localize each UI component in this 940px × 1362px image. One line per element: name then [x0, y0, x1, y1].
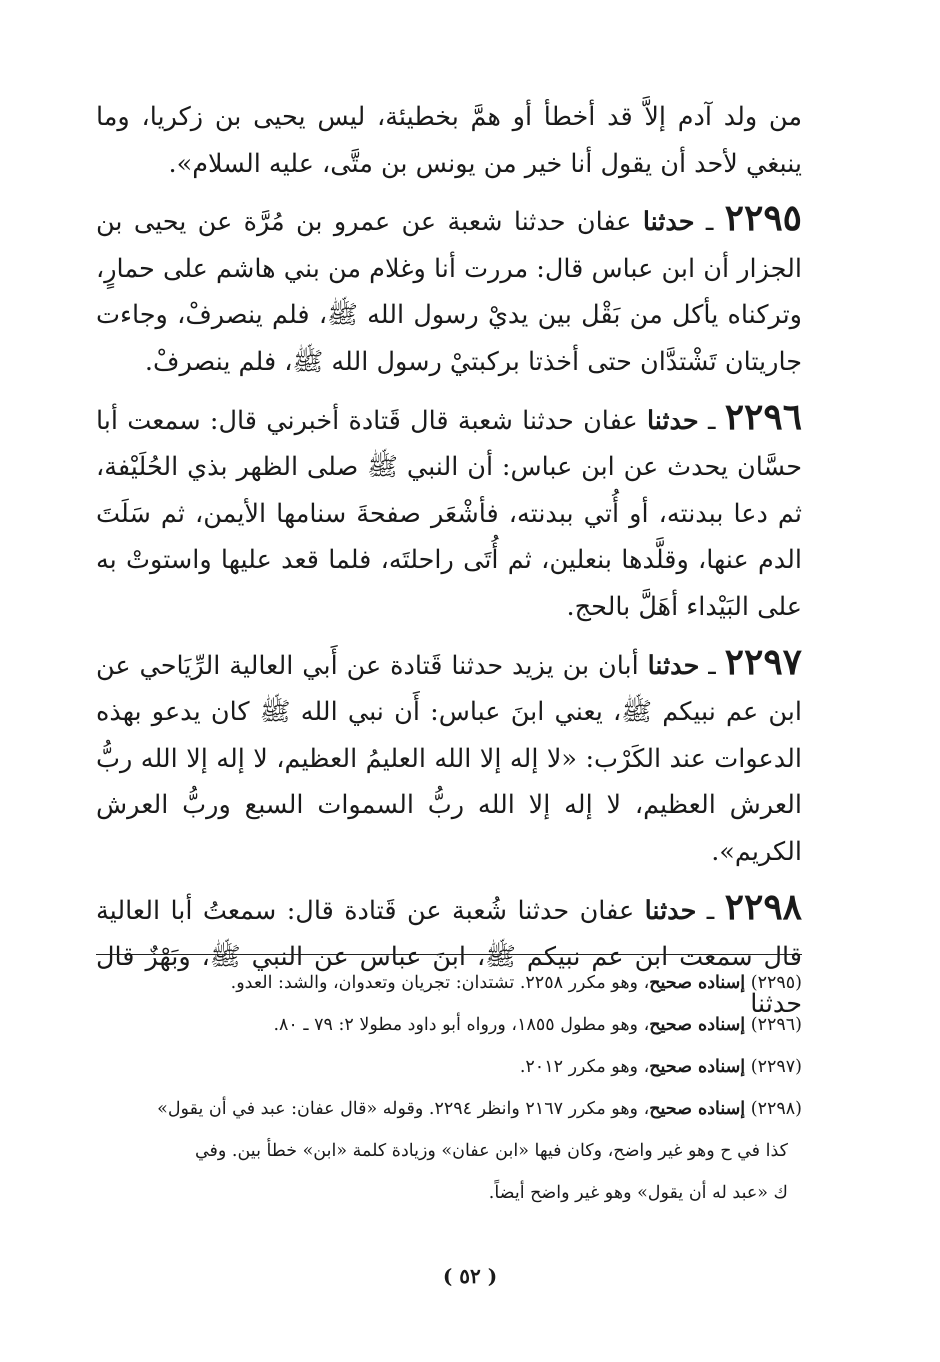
hadith-keyword: حدثنا	[646, 405, 699, 436]
footnote-text: ، وهو مكرر ٢٠١٢.	[519, 1057, 650, 1077]
footnote-2298	[96, 1088, 802, 1130]
footnotes	[96, 962, 802, 1214]
footnote-text: ، وهو مكرر ٢٢٥٨. تشتدان: تجريان وتعدوان، والشد: العدو.	[230, 973, 650, 993]
hadith-dash: ـ	[707, 405, 716, 436]
footnote-ref: (٢٢٩٨)	[750, 1099, 802, 1119]
footnote-label: إسناده صحيح	[649, 1099, 746, 1119]
hadith-keyword: حدثنا	[642, 207, 695, 238]
main-text	[96, 94, 802, 1039]
footnote-label: إسناده صحيح	[649, 973, 746, 993]
footnote-2295	[96, 962, 802, 1004]
hadith-keyword: حدثنا	[644, 895, 697, 926]
hadith-2296	[96, 395, 803, 631]
footnote-continuation: ك «عبد له أن يقول» وهو غير واضح أيضاً.	[488, 1183, 788, 1203]
hadith-2295	[96, 199, 802, 385]
footnote-label: إسناده صحيح	[649, 1015, 746, 1035]
intro-paragraph: من ولد آدم إلاَّ قد أخطأ أو همَّ بخطيئة، ليس يحيى بن زكريا، وما ينبغي لأحد أن يقول أنا خير من يونس بن متَّى، عليه السلام».	[96, 102, 802, 179]
footnote-separator	[96, 954, 802, 955]
hadith-dash: ـ	[708, 650, 716, 681]
footnote-2297	[96, 1046, 802, 1088]
hadith-dash: ـ	[705, 207, 714, 238]
hadith-text: عفان حدثنا شعبة قال قَتادة أخبرني قال: سمعت أبا حسَّان يحدث عن ابن عباس: أن النبي ﷺ صلى الظهر بذي الحُلَيْفة، ثم دعا ببدنته، أو أُتي ببدنته، فأشْعَر صفحةَ سنامها الأيمن، ثم سَلَتَ الدم عنها، وقلَّدها بنعلين، ثم أُتَى راحلتَه، فلما قعد عليها واستوتْ به على البَيْداء أهَلَّ بالحج.	[96, 405, 802, 622]
hadith-2297	[96, 640, 803, 876]
footnote-text: ، وهو مطول ١٨٥٥، ورواه أبو داود مطولا ٢: ٧٩ ـ ٨٠.	[273, 1015, 650, 1035]
hadith-number: ٢٢٩٦	[724, 395, 803, 438]
footnote-ref: (٢٢٩٦)	[750, 1015, 802, 1035]
footnote-text: ، وهو مكرر ٢١٦٧ وانظر ٢٢٩٤. وقوله «قال عفان: عبد في أن يقول»	[157, 1099, 650, 1119]
hadith-dash: ـ	[706, 895, 715, 926]
footnote-2296	[96, 1004, 802, 1046]
hadith-text: أبان بن يزيد حدثنا قَتادة عن أَبي العالية الرِّيَاحي عن ابن عم نبيكم ﷺ، يعني ابنَ عباس: أَن نبي الله ﷺ كان يدعو بهذه الدعوات عند الكَرْب: «لا إله إلا الله العليمُ العظيم، لا إله إلا الله ربُّ العرش العظيم، لا إله إلا الله ربُّ السموات السبع وربُّ العرش الكريم».	[96, 650, 802, 867]
hadith-number: ٢٢٩٧	[724, 640, 803, 683]
hadith-number: ٢٢٩٥	[724, 197, 803, 240]
footnote-ref: (٢٢٩٥)	[750, 973, 802, 993]
footnote-ref: (٢٢٩٧)	[750, 1057, 802, 1077]
hadith-text: عفان حدثنا شعبة عن عمرو بن مُرَّة عن يحيى بن الجزار أن ابن عباس قال: مررت أنا وغلام من بني هاشم على حمارٍ، وتركناه يأكل من بَقْل بين يديْ رسول الله ﷺ، فلم ينصرفْ، وجاءت جاريتان تَشْتدَّان حتى أخذتا بركبتيْ رسول الله ﷺ، فلم ينصرفْ.	[96, 207, 802, 377]
footnote-label: إسناده صحيح	[649, 1057, 746, 1077]
footnote-continuation: كذا في ح وهو غير واضح، وكان فيها «ابن عفان» وزيادة كلمة «ابن» خطأ بين. وفي	[194, 1141, 788, 1161]
page-number: ( ٥٢ )	[442, 1264, 498, 1288]
hadith-text: عفان حدثنا شُعبة عن قَتادة قال: سمعتُ أبا العالية قال سمعت ابن عم نبيكم ﷺ، ابنَ عباس عن النبي ﷺ، وبَهْزٌ قال حدثنا	[96, 895, 802, 1019]
hadith-number: ٢٢٩٨	[724, 885, 803, 928]
hadith-keyword: حدثنا	[647, 650, 700, 681]
